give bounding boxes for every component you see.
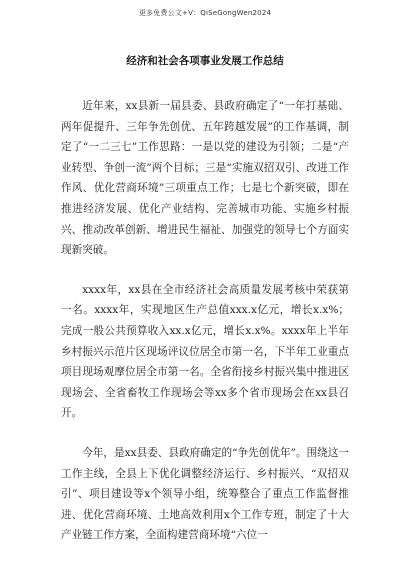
document-title: 经济和社会各项事业发展工作总结 <box>126 55 284 67</box>
document-body <box>61 96 349 546</box>
paragraph-2: xxxx年，xx县在全市经济社会高质量发展考核中荣获第一名。xxxx年，实现地区生产总值xxx.x亿元，增长x.x%；完成一般公共预算收入xx.x亿元，增长x.x%。xxxx年上半年乡村振兴示范片区现场评议位居全市第一名，下半年工业重点项目现场观摩位居全市第一名。全省衔接乡村振兴集中推进区现场会、全省畜牧工作现场会等xx多个省市现场会在xx县召开。 <box>61 283 349 420</box>
paragraph-1: 近年来，xx县新一届县委、县政府确定了“一年打基础、两年促提升、三年争先创优、五年跨越发展”的工作基调，制定了“一二三七”工作思路：一是以党的建设为引领；二是“产业转型、争创一流”两个目标；三是“实施双招双引、改进工作作风、优化营商环境”三项重点工作；七是七个新突破，即在推进经济发展、优化产业结构、完善城市功能、实施乡村振兴、推动改革创新、增进民生福祉、加强党的领导七个方面实现新突破。 <box>61 100 349 257</box>
paragraph-3: 今年，是xx县委、县政府确定的“争先创优年”。围绕这一工作主线，全县上下优化调整经济运行、乡村振兴、“双招双引”、项目建设等x个领导小组，统筹整合了重点工作监督推进、优化营商环境、土地高效利用x个工作专班，制定了十大产业链工作方案，全面构建营商环境“六位一 <box>61 446 349 542</box>
header-watermark: 更多免费公文+V：QiSeGongWen2024 <box>138 9 272 17</box>
